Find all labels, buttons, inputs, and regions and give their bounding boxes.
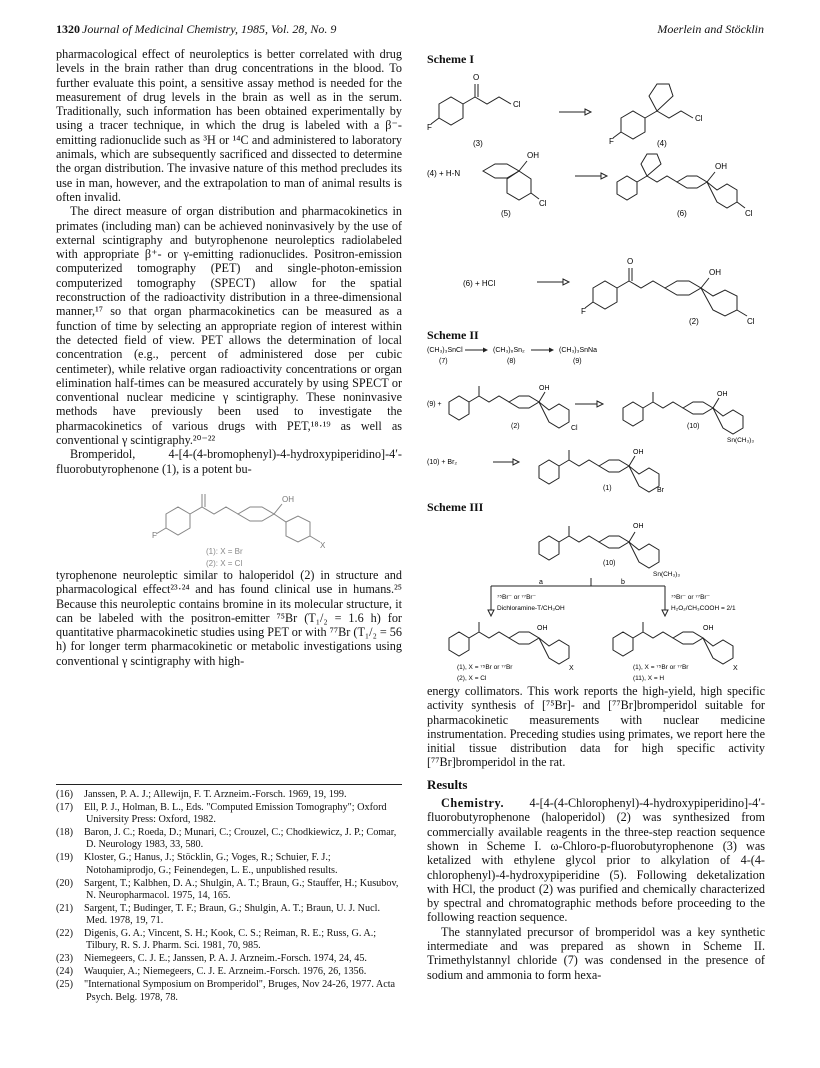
product-a-structure (449, 622, 569, 664)
product-b-label: (11), X = H (633, 675, 665, 682)
references (56, 784, 402, 1005)
compound-10-structure (623, 392, 743, 434)
compound-label: (4) (657, 139, 667, 148)
svg-text:OH: OH (709, 268, 721, 277)
reference-item: (20) Sargent, T.; Kalbhen, D. A.; Shulgin, A. T.; Braun, G.; Stauffer, H.; Kusubov, N. Neuropharmacol. 1975, 14, 165. (56, 877, 399, 901)
structure-label: (1): X = Br (206, 546, 243, 556)
reference-item: (17) Ell, P. J., Holman, B. L., Eds. "Computed Emission Tomography"; Oxford University Press: Oxford, 1982. (56, 802, 387, 826)
compound-label: (1) (603, 485, 612, 492)
arrowhead (585, 109, 591, 115)
svg-text:Cl: Cl (745, 209, 753, 218)
svg-text:b: b (621, 579, 625, 586)
svg-text:(6) + HCl: (6) + HCl (463, 279, 496, 288)
svg-text:(4) + H-N: (4) + H-N (427, 169, 461, 178)
svg-text:Cl: Cl (747, 317, 755, 326)
reference-item: (22) Digenis, G. A.; Vincent, S. H.; Kook, C. S.; Reiman, R. E.; Russ, G. A.; Tilbury, R. S. J. Pharm. Sci. 1981, 70, 985. (56, 928, 377, 952)
svg-text:OH: OH (717, 391, 728, 398)
svg-text:(9) +: (9) + (427, 401, 442, 408)
compound-3-structure (431, 84, 511, 125)
reference-item: (23) Niemegeers, C. J. E.; Janssen, P. A. J. Arzneim.-Forsch. 1974, 24, 45. (56, 953, 367, 965)
paragraph: energy collimators. This work reports the high-yield, high specific activity synthesis of [⁷⁵Br]- and [⁷⁷Br]bromperidol suitable for pharmacokinetic measurements with nuclear medicine instrumentation. Preceding studies using primates, we report here the initial tissue distribution data for high specific activity [⁷⁷Br]bromperidol in the rat. (427, 684, 765, 770)
reference-item: (21) Sargent, T.; Budinger, T. F.; Braun, G.; Shulgin, A. T.; Braun, U. J. Nucl. Med. 1978, 19, 71. (56, 902, 380, 926)
svg-text:Cl: Cl (695, 114, 703, 123)
svg-text:O: O (473, 73, 480, 82)
paragraph: The stannylated precursor of bromperidol was a key synthetic intermediate and was prepared as shown in Scheme II. Trimethylstannyl chloride (7) was condensed in the presence of sodium and ammonia to form hexa- (427, 924, 765, 982)
svg-text:(10) + Br₂: (10) + Br₂ (427, 459, 458, 466)
compound-2-structure (585, 268, 747, 316)
compound-5-structure (483, 161, 539, 200)
svg-text:OH: OH (715, 162, 727, 171)
svg-text:OH: OH (633, 523, 644, 530)
compound-8: (CH₃)₆Sn₂ (493, 347, 525, 354)
svg-text:F: F (581, 307, 586, 316)
scheme-3 (427, 512, 765, 684)
svg-text:F: F (427, 123, 432, 132)
compound-label: (10) (687, 423, 700, 430)
scheme-3-title: Scheme III (427, 500, 484, 514)
journal-citation: Journal of Medicinal Chemistry, 1985, Vol. 28, No. 9 (82, 22, 337, 36)
svg-text:Sn(CH₃)₃: Sn(CH₃)₃ (727, 437, 754, 444)
scheme-1 (427, 66, 765, 328)
compound-label: (3) (473, 139, 483, 148)
compound-7: (CH₃)₃SnCl (427, 347, 463, 354)
svg-text:Br: Br (657, 487, 664, 494)
svg-text:OH: OH (703, 625, 714, 632)
structure-drawing (156, 494, 320, 542)
bromperidol-structure (56, 476, 402, 568)
compound-label: (5) (501, 209, 511, 218)
right-column (427, 684, 765, 982)
paragraph: Chemistry. 4-[4-(4-Chlorophenyl)-4-hydroxypiperidino]-4′-fluorobutyrophenone (haloperidol) (2) was synthesized from commercially available reagents in the three-step reaction sequence shown in Scheme I. ω-Chloro-p-fluorobutyrophenone (3) was ketalized with ethylene glycol prior to alkylation of 4-(4-chlorophenyl)-4-hydroxypiperidine (5). Following deketalization with HCl, the product (2) was purified and chemically characterized by spectral and chromatographic methods before proceeding to the following reaction sequence. (427, 796, 765, 925)
reference-item: (24) Wauquier, A.; Niemegeers, C. J. E. Arzneim.-Forsch. 1976, 26, 1356. (56, 966, 367, 978)
svg-text:Cl: Cl (539, 199, 547, 208)
svg-text:OH: OH (633, 449, 644, 456)
svg-text:OH: OH (527, 151, 539, 160)
svg-text:(9): (9) (573, 358, 582, 365)
hydroxyl-label: OH (282, 494, 294, 504)
reference-item: (25) "International Symposium on Bromperidol", Bruges, Nov 24-26, 1977. Acta Psych. Belg. 1978, 78. (56, 979, 396, 1003)
svg-text:⁷⁵Br⁻ or ⁷⁷Br⁻: ⁷⁵Br⁻ or ⁷⁷Br⁻ (671, 594, 711, 601)
arrowhead (563, 279, 569, 285)
compound-9: (CH₃)₃SnNa (559, 347, 597, 354)
svg-text:a: a (539, 579, 543, 586)
paragraph: Bromperidol, 4-[4-(4-bromophenyl)-4-hydroxypiperidino]-4′-fluorobutyrophenone (1), is a potent bu- (56, 447, 402, 476)
svg-text:O: O (627, 257, 634, 266)
structure-label: (2): X = Cl (206, 558, 243, 568)
paragraph: tyrophenone neuroleptic similar to haloperidol (2) in structure and pharmacological effect²³·²⁴ and has found clinical use in humans.²⁵ Because this neuroleptic contains bromine in its molecular structure, it can be labeled with the positron-emitter ⁷⁵Br (T₁/₂ = 1.6 h) for quantitative pharmacokinetic studies using PET or with ⁷⁷Br (T₁/₂ = 56 h) for longer term pharmacokinetic or metabolic investigations using conventional γ scintigraphy with high- (56, 567, 402, 668)
page-number: 1320 (56, 22, 80, 36)
paragraph: pharmacological effect of neuroleptics is better correlated with drug levels in the brain rather than drug concentrations in the blood. To further evaluate this point, a sensitive assay method is needed for the measurement of drug levels in the brain as well as in the serum. Traditionally, such information has been obtained experimentally by using a tracer technique, in which the drug is labeled with a β⁻-emitting radionuclide such as ³H or ¹⁴C and administered to laboratory animals, which are subsequently sacrificed and dissected to determine the organ distribution. The invasive nature of this method precludes its use in man, however, and the extrapolation to man of animal results is often invalid. (56, 47, 402, 204)
svg-text:X: X (733, 665, 738, 672)
scheme-1-title: Scheme I (427, 52, 474, 66)
product-a-label: (2), X = Cl (457, 675, 487, 682)
compound-label: (6) (677, 209, 687, 218)
reference-item: (16) Janssen, P. A. J.; Allewijn, F. T. Arzneim.-Forsch. 1969, 19, 199. (56, 789, 347, 800)
reference-item: (19) Kloster, G.; Hanus, J.; Stöcklin, G.; Voges, R.; Schuier, F. J.; Notohamiprodjo, G.; Feinendegen, L. E., unpublished results. (56, 852, 338, 876)
svg-text:F: F (609, 137, 614, 146)
paragraph: The direct measure of organ distribution and pharmacokinetics in primates (including man) can be achieved noninvasively by the use of external scintigraphy and butyrophenone neuroleptics radiolabeled with appropriate β⁺- or γ-emitting radionuclides. Positron-emission computerized tomography (PET) and single-photon-emission computerized tomography (SPECT) allow for the spatial reconstruction of the radioactivity distribution in a three-dimensional manner,¹⁷ so that organ pharmacokinetics can be measured as a function of time by selecting an appropriate region of interest within the detected field of view. PET allows the determination of local concentration (e.g., percent of administered dose per cubic centimeter), while relative organ radioactivity concentrations or organ elimination half-times can be measured accurately by using SPECT or conventional nuclear medicine γ scintigraphy. These noninvasive methods have previously been used to investigate the pharmacokinetics of various drugs with PET,¹⁸·¹⁹ as well as conventional γ scintigraphy.²⁰⁻²² (56, 204, 402, 448)
compound-10-structure (539, 526, 659, 568)
reference-item: (18) Baron, J. C.; Roeda, D.; Munari, C.; Crouzel, C.; Chodkiewicz, J. P.; Comar, D. Neurology 1983, 33, 580. (56, 827, 397, 851)
running-authors: Moerlein and Stöcklin (657, 22, 764, 36)
svg-text:⁷⁵Br⁻ or ⁷⁷Br⁻: ⁷⁵Br⁻ or ⁷⁷Br⁻ (497, 594, 537, 601)
subsection-heading: Chemistry. (441, 796, 505, 811)
compound-1-structure (539, 450, 659, 492)
compound-4-structure (613, 84, 693, 139)
product-a-label: (1), X = ⁷⁵Br or ⁷⁷Br (457, 664, 513, 671)
compound-label: (2) (689, 317, 699, 326)
fluorine-label: F (152, 530, 157, 540)
x-substituent-label: X (320, 540, 326, 550)
svg-text:Sn(CH₃)₃: Sn(CH₃)₃ (653, 571, 680, 578)
svg-text:X: X (569, 665, 574, 672)
compound-label: (2) (511, 423, 520, 430)
left-column (56, 47, 402, 668)
product-b-label: (1), X = ⁷⁵Br or ⁷⁷Br (633, 664, 689, 671)
scheme-2 (427, 342, 765, 494)
svg-text:(7): (7) (439, 358, 448, 365)
scheme-2-title: Scheme II (427, 328, 479, 342)
product-b-structure (613, 622, 733, 664)
section-heading: Results (427, 776, 468, 792)
arrowhead (601, 173, 607, 179)
svg-text:H₂O₂/CH₃COOH = 2/1: H₂O₂/CH₃COOH = 2/1 (671, 605, 736, 612)
svg-text:(8): (8) (507, 358, 516, 365)
svg-text:Cl: Cl (513, 100, 521, 109)
svg-text:(10): (10) (603, 560, 616, 567)
compound-2-structure (449, 386, 569, 428)
svg-text:OH: OH (537, 625, 548, 632)
svg-text:OH: OH (539, 385, 550, 392)
running-header (56, 22, 764, 40)
svg-text:Cl: Cl (571, 425, 578, 432)
svg-text:Dichloramine-T/CH₃OH: Dichloramine-T/CH₃OH (497, 605, 565, 612)
divider (56, 784, 402, 785)
